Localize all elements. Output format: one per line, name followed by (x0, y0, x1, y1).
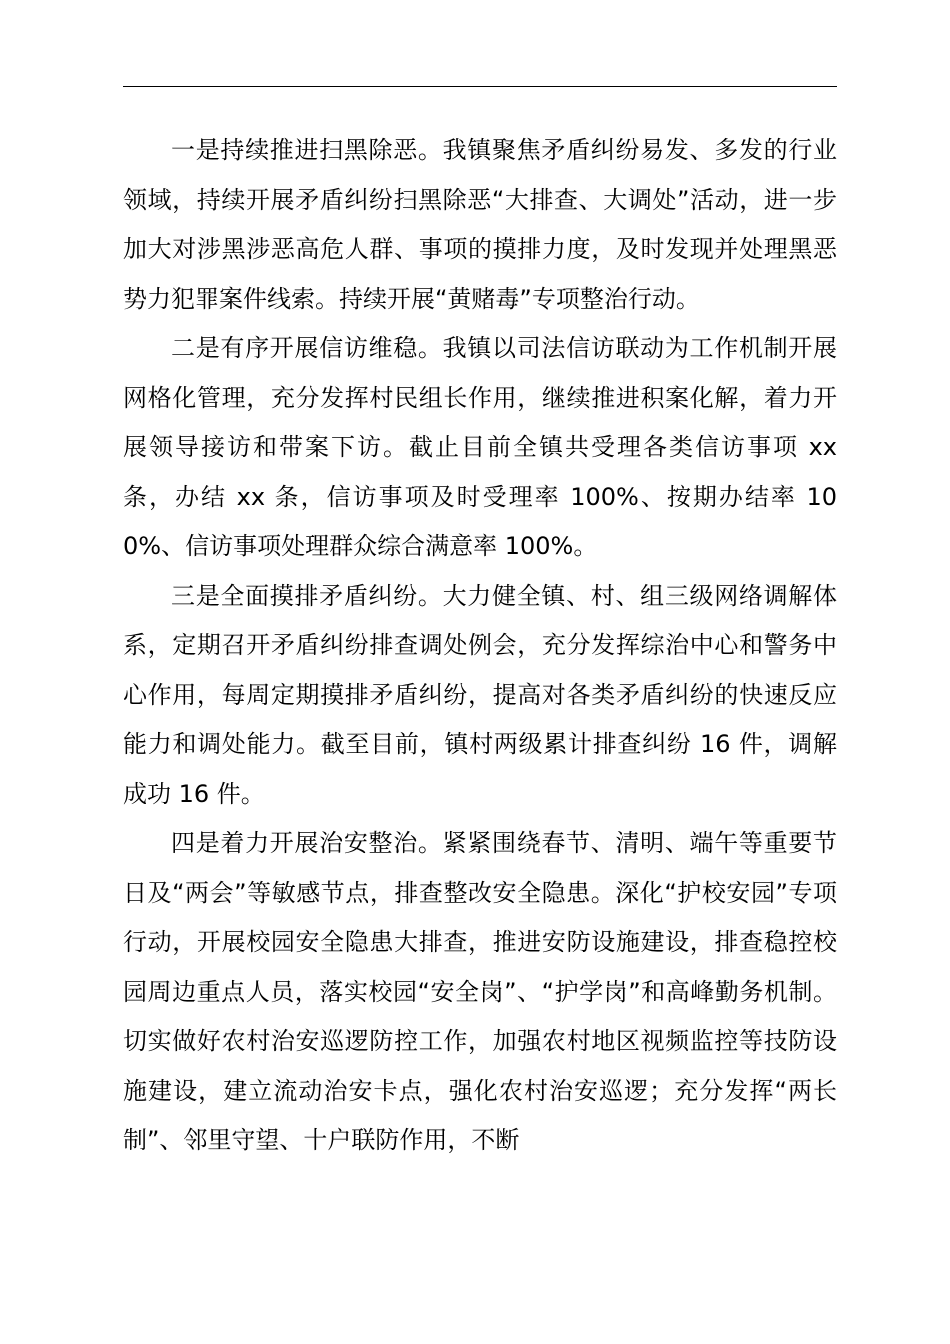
paragraph-dispute-screening: 三是全面摸排矛盾纠纷。大力健全镇、村、组三级网络调解体系，定期召开矛盾纠纷排查调处例会，充分发挥综治中心和警务中心作用，每周定期摸排矛盾纠纷，提高对各类矛盾纠纷的快速反应能力和调处能力。截至目前，镇村两级累计排查纠纷 16 件，调解成功 16 件。 (123, 581, 837, 808)
paragraph-public-security: 四是着力开展治安整治。紧紧围绕春节、清明、端午等重要节日及“两会”等敏感节点，排查整改安全隐患。深化“护校安园”专项行动，开展校园安全隐患大排查，推进安防设施建设，排查稳控校园周边重点人员，落实校园“安全岗”、“护学岗”和高峰勤务机制。切实做好农村治安巡逻防控工作，加强农村地区视频监控等技防设施建设，建立流动治安卡点，强化农村治安巡逻；充分发挥“两长制”、邻里守望、十户联防作用，不断 (123, 829, 837, 1154)
document-body (123, 126, 837, 1166)
header-rule (123, 86, 837, 87)
paragraph-crackdown-on-gangs: 一是持续推进扫黑除恶。我镇聚焦矛盾纠纷易发、多发的行业领域，持续开展矛盾纠纷扫黑除恶“大排查、大调处”活动，进一步加大对涉黑涉恶高危人群、事项的摸排力度，及时发现并处理黑恶势力犯罪案件线索。持续开展“黄赌毒”专项整治行动。 (123, 136, 837, 313)
paragraph-petition-stability: 二是有序开展信访维稳。我镇以司法信访联动为工作机制开展网格化管理，充分发挥村民组长作用，继续推进积案化解，着力开展领导接访和带案下访。截止目前全镇共受理各类信访事项 xx 条，办结 xx 条，信访事项及时受理率 100%、按期办结率 100%、信访事项处理群众综合满意率 100%。 (123, 334, 837, 560)
